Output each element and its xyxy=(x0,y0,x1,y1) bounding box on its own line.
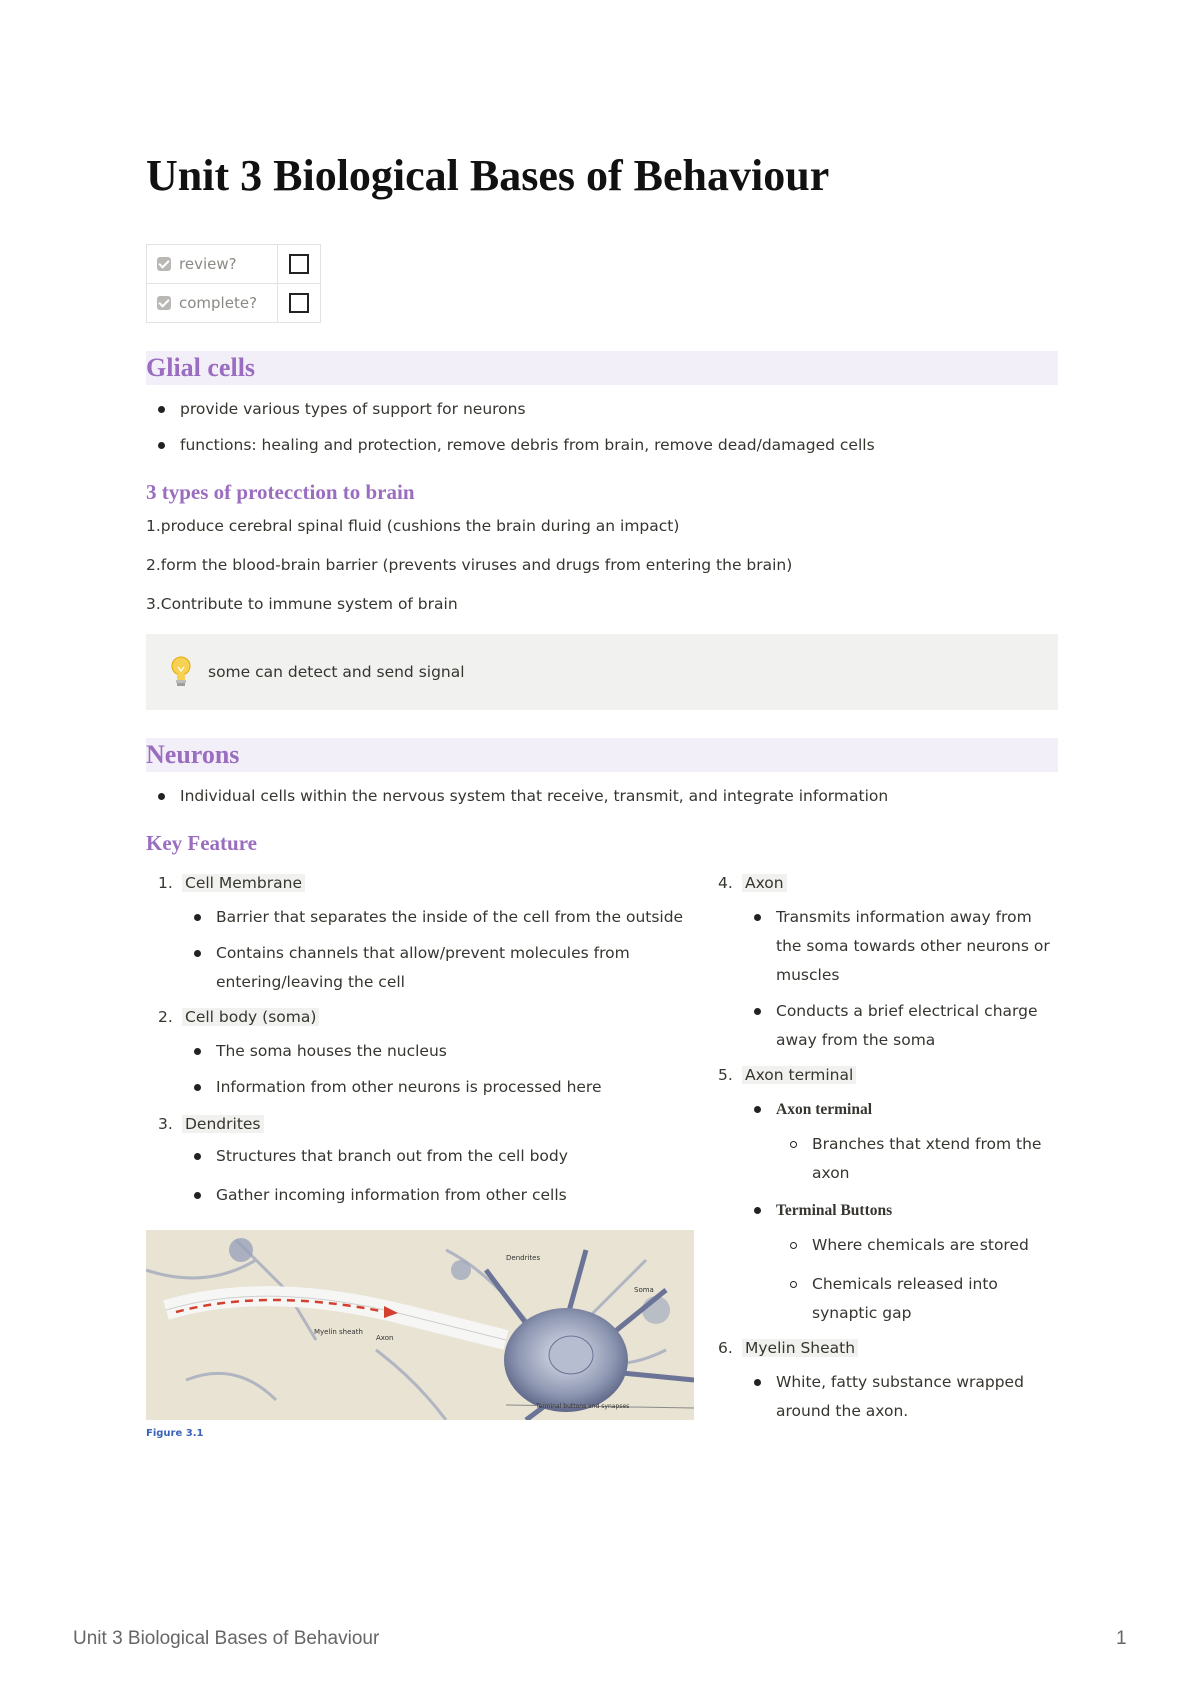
list-item: Information from other neurons is processed here xyxy=(182,1073,706,1102)
property-label: complete? xyxy=(179,294,258,313)
feature-item: 1. Cell Membrane xyxy=(146,871,706,895)
checkbox-property-icon xyxy=(157,296,171,310)
list-item: Transmits information away from the soma towards other neurons or muscles xyxy=(742,903,1058,990)
terminal-list xyxy=(742,1095,1058,1124)
list-item: Conducts a brief electrical charge away from the soma xyxy=(742,997,1058,1055)
dendrites-list xyxy=(182,1142,706,1210)
neuron-figure xyxy=(146,1230,694,1420)
properties-table xyxy=(146,244,321,323)
footer-title: Unit 3 Biological Bases of Behaviour xyxy=(73,1628,380,1649)
protection-heading: 3 types of protecction to brain xyxy=(146,480,415,505)
list-item: Structures that branch out from the cell body xyxy=(182,1142,706,1171)
feature-item: 6. Myelin Sheath xyxy=(706,1336,1058,1360)
feature-item: 4. Axon xyxy=(706,871,1058,895)
property-label: review? xyxy=(179,255,237,274)
lightbulb-icon xyxy=(170,655,192,689)
property-row xyxy=(147,284,321,323)
protection-line-1: 1.produce cerebral spinal fluid (cushions the brain during an impact) xyxy=(146,517,680,536)
list-item: Gather incoming information from other cells xyxy=(182,1181,706,1210)
key-feature-heading: Key Feature xyxy=(146,831,257,856)
membrane-list xyxy=(182,903,706,997)
callout xyxy=(146,634,1058,710)
list-item: provide various types of support for neurons xyxy=(146,395,1058,424)
figure-label-myelin: Myelin sheath xyxy=(314,1328,363,1337)
checkbox-property-icon xyxy=(157,257,171,271)
feature-item: 5. Axon terminal xyxy=(706,1063,1058,1087)
list-item: Barrier that separates the inside of the cell from the outside xyxy=(182,903,706,932)
feature-item: 2. Cell body (soma) xyxy=(146,1005,706,1029)
soma-list xyxy=(182,1037,706,1102)
list-item: Contains channels that allow/prevent molecules from entering/leaving the cell xyxy=(182,939,706,997)
list-item: Chemicals released into synaptic gap xyxy=(778,1270,1058,1328)
protection-line-3: 3.Contribute to immune system of brain xyxy=(146,595,458,614)
list-item: White, fatty substance wrapped around the axon. xyxy=(742,1368,1058,1426)
complete-checkbox[interactable] xyxy=(289,293,309,313)
right-column xyxy=(706,871,1058,1439)
myelin-list xyxy=(742,1368,1058,1426)
terminal-sub-list xyxy=(778,1130,1058,1188)
list-item: Where chemicals are stored xyxy=(778,1231,1058,1260)
page-title: Unit 3 Biological Bases of Behaviour xyxy=(146,151,830,200)
neuron-illustration xyxy=(146,1230,694,1420)
review-checkbox[interactable] xyxy=(289,254,309,274)
feature-item: 3. Dendrites xyxy=(146,1112,706,1136)
protection-line-2: 2.form the blood-brain barrier (prevents viruses and drugs from entering the brain) xyxy=(146,556,793,575)
buttons-list xyxy=(742,1196,1058,1225)
figure-caption: Figure 3.1 xyxy=(146,1428,204,1440)
feature-columns xyxy=(146,871,1058,1439)
buttons-sub-list xyxy=(778,1231,1058,1328)
page-content xyxy=(146,140,1058,1439)
list-item: Axon terminal xyxy=(742,1095,1058,1124)
glial-heading: Glial cells xyxy=(146,351,1058,385)
left-column xyxy=(146,871,706,1439)
list-item: Individual cells within the nervous system that receive, transmit, and integrate information xyxy=(146,782,1058,811)
figure-label-soma: Soma xyxy=(634,1286,654,1295)
list-item: Terminal Buttons xyxy=(742,1196,1058,1225)
axon-list xyxy=(742,903,1058,1055)
list-item: The soma houses the nucleus xyxy=(182,1037,706,1066)
list-item: Branches that xtend from the axon xyxy=(778,1130,1058,1188)
figure-label-terminal: Terminal buttons and synapses xyxy=(536,1403,630,1411)
page-number: 1 xyxy=(1116,1628,1127,1649)
list-item: functions: healing and protection, remove debris from brain, remove dead/damaged cells xyxy=(146,431,1058,460)
figure-label-axon: Axon xyxy=(376,1334,394,1343)
neurons-list xyxy=(146,782,1058,811)
callout-text: some can detect and send signal xyxy=(208,663,465,682)
property-row xyxy=(147,245,321,284)
neurons-heading: Neurons xyxy=(146,738,1058,772)
glial-list xyxy=(146,395,1058,460)
figure-label-dendrites: Dendrites xyxy=(506,1254,541,1263)
